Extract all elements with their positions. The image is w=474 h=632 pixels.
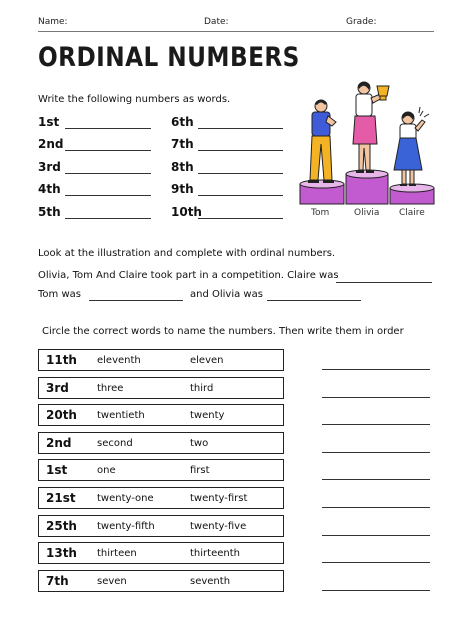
word-option-b[interactable]: thirteenth (190, 548, 240, 559)
section3-instruction: Circle the correct words to name the numbers. Then write them in order (42, 326, 404, 337)
podium-illustration (292, 72, 442, 208)
word-option-a[interactable]: second (97, 438, 133, 449)
row-number: 21st (46, 491, 76, 505)
order-answer-line[interactable] (322, 397, 430, 398)
word-option-b[interactable]: twenty-five (190, 521, 247, 532)
sentence-2-start: Tom was (38, 289, 81, 300)
header-divider (38, 31, 434, 32)
date-label: Date: (204, 17, 229, 27)
number-row (38, 515, 284, 537)
word-answer-line[interactable] (65, 173, 151, 174)
ordinal-label-left: 5th (38, 205, 61, 219)
label-claire: Claire (399, 208, 425, 218)
word-option-a[interactable]: eleventh (97, 355, 141, 366)
ordinal-label-left: 2nd (38, 137, 64, 151)
word-option-b[interactable]: eleven (190, 355, 224, 366)
number-row (38, 432, 284, 454)
ordinal-label-right: 6th (171, 115, 194, 129)
row-number: 3rd (46, 381, 69, 395)
row-number: 2nd (46, 436, 72, 450)
word-option-a[interactable]: three (97, 383, 124, 394)
section1-instruction: Write the following numbers as words. (38, 94, 231, 105)
answer-blank-tom[interactable] (89, 300, 183, 301)
row-number: 7th (46, 574, 69, 588)
word-answer-line[interactable] (65, 128, 151, 129)
sentence-1: Olivia, Tom And Claire took part in a competition. Claire was (38, 270, 339, 281)
tom-figure (308, 100, 336, 183)
word-option-b[interactable]: twenty-first (190, 493, 248, 504)
number-row (38, 377, 284, 399)
row-number: 1st (46, 463, 68, 477)
word-option-a[interactable]: twentieth (97, 410, 145, 421)
word-answer-line[interactable] (198, 150, 283, 151)
ordinal-label-right: 7th (171, 137, 194, 151)
row-number: 20th (46, 408, 77, 422)
order-answer-line[interactable] (322, 479, 430, 480)
podium-left (300, 180, 344, 204)
order-answer-line[interactable] (322, 452, 430, 453)
section2-instruction: Look at the illustration and complete with ordinal numbers. (38, 248, 336, 259)
grade-label: Grade: (346, 17, 377, 27)
word-option-a[interactable]: twenty-one (97, 493, 154, 504)
row-number: 25th (46, 519, 77, 533)
ordinal-label-right: 8th (171, 160, 194, 174)
label-olivia: Olivia (354, 208, 380, 218)
number-row (38, 542, 284, 564)
word-option-b[interactable]: first (190, 465, 210, 476)
order-answer-line[interactable] (322, 535, 430, 536)
word-option-a[interactable]: one (97, 465, 116, 476)
word-option-b[interactable]: twenty (190, 410, 225, 421)
name-label: Name: (38, 17, 68, 27)
word-answer-line[interactable] (198, 218, 283, 219)
word-answer-line[interactable] (198, 173, 283, 174)
number-row (38, 404, 284, 426)
podium-center (346, 170, 388, 204)
order-answer-line[interactable] (322, 562, 430, 563)
order-answer-line[interactable] (322, 369, 430, 370)
number-row (38, 570, 284, 592)
word-answer-line[interactable] (65, 218, 151, 219)
order-answer-line[interactable] (322, 507, 430, 508)
claire-figure (394, 107, 429, 186)
word-answer-line[interactable] (65, 195, 151, 196)
label-tom: Tom (311, 208, 330, 218)
podium-right (390, 184, 434, 204)
ordinal-label-left: 4th (38, 182, 61, 196)
word-option-b[interactable]: third (190, 383, 214, 394)
word-option-b[interactable]: seventh (190, 576, 231, 587)
number-row (38, 487, 284, 509)
word-option-a[interactable]: thirteen (97, 548, 137, 559)
ordinal-label-right: 9th (171, 182, 194, 196)
page-title: ORDINAL NUMBERS (38, 42, 300, 73)
word-answer-line[interactable] (65, 150, 151, 151)
row-number: 13th (46, 546, 77, 560)
number-row (38, 349, 284, 371)
word-option-a[interactable]: seven (97, 576, 127, 587)
order-answer-line[interactable] (322, 424, 430, 425)
olivia-figure (353, 82, 389, 173)
ordinal-label-left: 3rd (38, 160, 61, 174)
word-answer-line[interactable] (198, 128, 283, 129)
word-option-b[interactable]: two (190, 438, 209, 449)
answer-blank-claire[interactable] (336, 282, 432, 283)
answer-blank-olivia[interactable] (267, 300, 361, 301)
word-answer-line[interactable] (198, 195, 283, 196)
row-number: 11th (46, 353, 77, 367)
ordinal-label-left: 1st (38, 115, 60, 129)
sentence-2-middle: and Olivia was (190, 289, 263, 300)
ordinal-label-right: 10th (171, 205, 202, 219)
order-answer-line[interactable] (322, 590, 430, 591)
word-option-a[interactable]: twenty-fifth (97, 521, 155, 532)
number-row (38, 459, 284, 481)
